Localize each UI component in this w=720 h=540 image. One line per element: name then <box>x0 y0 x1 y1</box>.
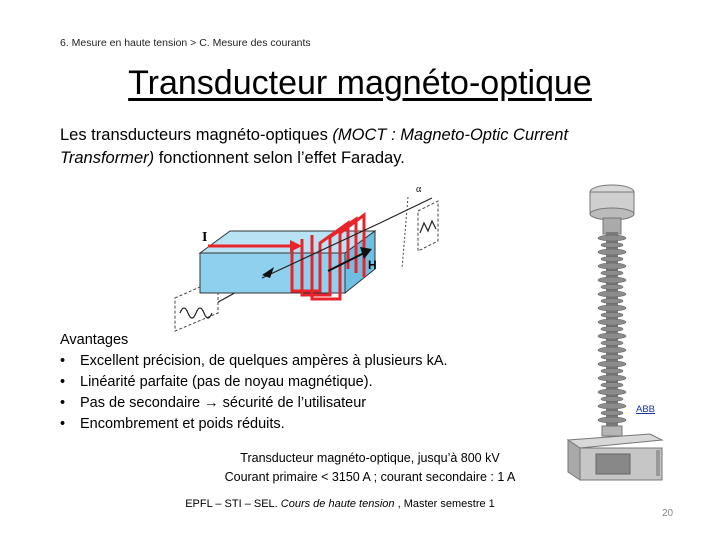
list-item: • Pas de secondaire → sécurité de l’utilisateur <box>60 393 540 414</box>
intro-text-end: fonctionnent selon l’effet Faraday. <box>154 149 405 167</box>
caption-line-2: Courant primaire < 3150 A ; courant secondaire : 1 A <box>224 470 516 484</box>
breadcrumb: 6. Mesure en haute tension > C. Mesure des courants <box>60 37 311 49</box>
intro-text-italic: (MOCT : Magneto-Optic Current Transformer) <box>60 126 569 167</box>
intro-text-start: Les transducteurs magnéto-optiques <box>60 126 333 144</box>
advantages-section <box>60 330 540 435</box>
output-polarizer-panel <box>418 201 438 251</box>
advantages-list <box>60 351 540 435</box>
list-item: • Excellent précision, de quelques ampères à plusieurs kA. <box>60 351 540 372</box>
current-label: I <box>202 230 208 245</box>
footer-text-end: , Master semestre 1 <box>394 498 495 510</box>
list-item: • Linéarité parfaite (pas de noyau magnétique). <box>60 372 540 393</box>
moct-device-illustration <box>540 178 670 483</box>
figure-caption <box>150 449 590 487</box>
list-item: • Encombrement et poids réduits. <box>60 414 540 435</box>
field-label: H <box>368 258 377 272</box>
footer <box>140 498 540 510</box>
faraday-effect-diagram <box>170 183 440 333</box>
footer-course-title: Cours de haute tension <box>280 498 395 510</box>
page-number: 20 <box>662 508 674 519</box>
image-credit-link[interactable]: ABB <box>636 404 656 415</box>
rotation-axis-line <box>402 197 408 269</box>
rotation-angle-label: α <box>416 184 422 195</box>
intro-paragraph <box>60 124 660 170</box>
caption-line-1: Transducteur magnéto-optique, jusqu’à 800 kV <box>240 451 500 465</box>
footer-text-start: EPFL – STI – SEL. <box>185 498 281 510</box>
insulator-sheds <box>598 235 626 423</box>
page-title: Transducteur magnéto-optique <box>128 64 592 102</box>
advantages-heading: Avantages <box>60 332 129 348</box>
